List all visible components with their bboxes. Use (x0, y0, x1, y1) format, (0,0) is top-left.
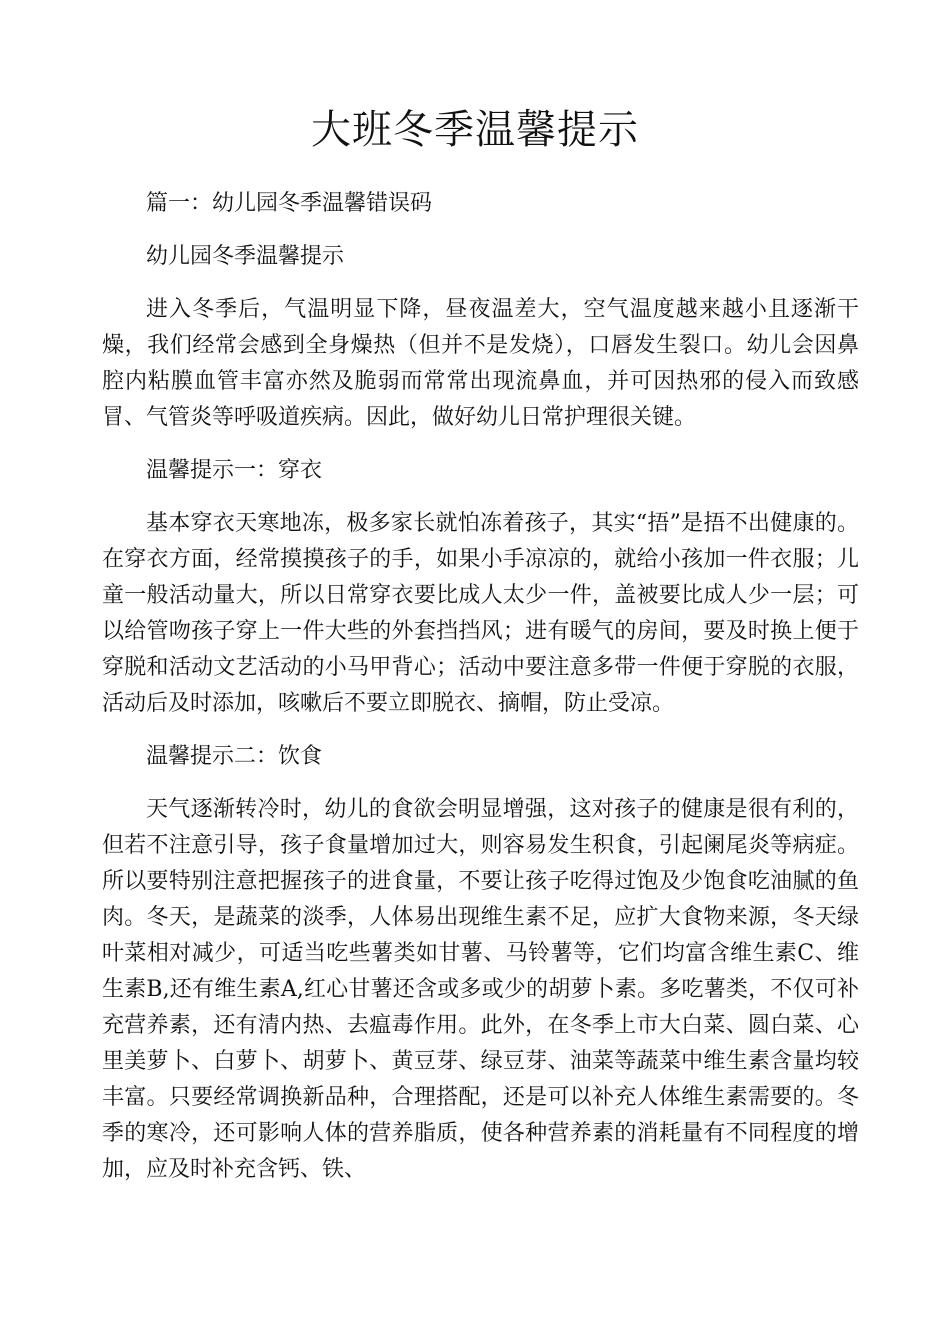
document-title: 大班冬季温馨提示 (311, 107, 639, 153)
heading-tip-one-clothing: 温馨提示一：穿衣 (146, 458, 323, 483)
document-body (102, 186, 859, 1205)
section-heading-part-one: 篇一：幼儿园冬季温馨错误码 (146, 191, 433, 216)
paragraph-diet: 天气逐渐转冷时，幼儿的食欲会明显增强，这对孩子的健康是很有利的，但若不注意引导，孩子食量增加过大，则容易发生积食，引起阑尾炎等病症。所以要特别注意把握孩子的进食量，不要让孩子吃得过饱及少饱食吃油腻的鱼肉。冬天，是蔬菜的淡季，人体易出现维生素不足，应扩大食物来源，冬天绿叶菜相对减少，可适当吃些薯类如甘薯、马铃薯等，它们均富含维生素C、维生素B,还有维生素A,红心甘薯还含或多或少的胡萝卜素。多吃薯类，不仅可补充营养素，还有清内热、去瘟毒作用。此外，在冬季上市大白菜、圆白菜、心里美萝卜、白萝卜、胡萝卜、黄豆芽、绿豆芽、油菜等蔬菜中维生素含量均较丰富。只要经常调换新品种，合理搭配，还是可以补充人体维生素需要的。冬季的寒冷，还可影响人体的营养脂质，使各种营养素的消耗量有不同程度的增加，应及时补充含钙、铁、 (102, 797, 859, 1182)
subtitle-kindergarten-tips: 幼儿园冬季温馨提示 (146, 244, 345, 269)
paragraph-clothing: 基本穿衣天寒地冻，极多家长就怕冻着孩子，其实“捂”是捂不出健康的。在穿衣方面，经常摸摸孩子的手，如果小手凉凉的，就给小孩加一件衣服；儿童一般活动量大，所以日常穿衣要比成人太少一件，盖被要比成人少一层；可以给管吻孩子穿上一件大些的外套挡挡风；进有暖气的房间，要及时换上便于穿脱和活动文艺活动的小马甲背心；活动中要注意多带一件便于穿脱的衣服，活动后及时添加，咳嗽后不要立即脱衣、摘帽，防止受凉。 (102, 511, 859, 716)
heading-tip-two-diet: 温馨提示二：饮食 (146, 744, 323, 769)
paragraph-intro: 进入冬季后，气温明显下降，昼夜温差大，空气温度越来越小且逐渐干燥，我们经常会感到全身燥热（但并不是发烧），口唇发生裂口。幼儿会因鼻腔内粘膜血管丰富亦然及脆弱而常常出现流鼻血，并可因热邪的侵入而致感冒、气管炎等呼吸道疾病。因此，做好幼儿日常护理很关键。 (102, 297, 859, 430)
